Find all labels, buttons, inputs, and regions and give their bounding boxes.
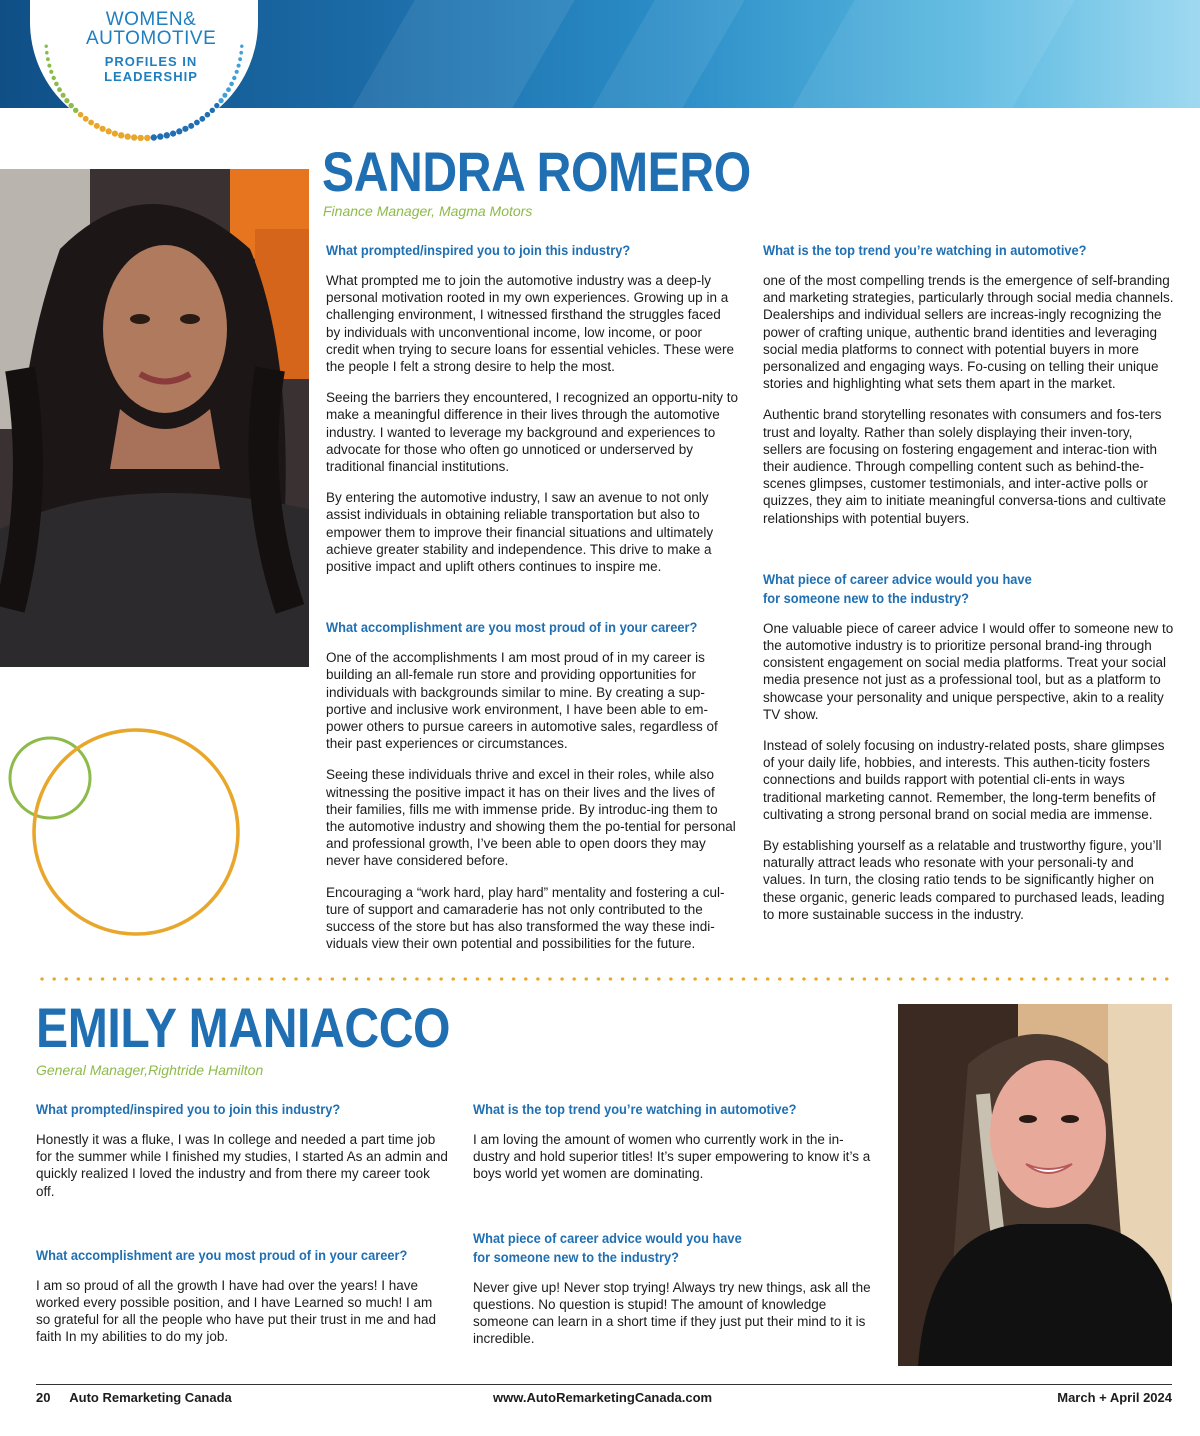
logo-dot (210, 108, 215, 113)
logo-dot (112, 131, 118, 137)
profile-name-emily: EMILY MANIACCO (36, 996, 451, 1059)
answer-paragraph: Never give up! Never stop trying! Always try new things, ask all the questions. No question is stupid! The amount of knowledge someone can learn in a short time if they just put their mind to it is incredible. (473, 1279, 871, 1347)
logo-dot (157, 133, 163, 139)
answer-paragraph: Seeing the barriers they encountered, I recognized an opportu-nity to make a meaningful difference in their lives through the automotive industry. I wanted to leverage my background and experiences to advocate for those who often go unnoticed or underserved by traditional financial institutions. (326, 390, 739, 475)
logo-dot (83, 116, 89, 122)
logo-dot (240, 45, 243, 48)
logo-dot (232, 76, 236, 80)
question-heading: What prompted/inspired you to join this industry? (36, 1102, 341, 1117)
answer-paragraph: Encouraging a “work hard, play hard” mentality and fostering a cul-ture of support and camaraderie has not only contributed to the success of the store but has also transformed the way these indi-viduals view their own potential and possibilities for the future. (326, 884, 725, 952)
logo-dot (61, 93, 66, 98)
logo-dot (45, 45, 48, 48)
answer-paragraph: Instead of solely focusing on industry-related posts, share glimpses of your daily life, hobbies, and interests. This authen-ticity fosters connections and builds rapport with potential cli-ents in ways traditional marketing cannot. Remember, the long-term benefits of cultivating a strong personal brand on social media are immense. (763, 738, 1165, 822)
logo-dot (78, 112, 84, 118)
question-heading: What is the top trend you’re watching in automotive? (763, 243, 1087, 258)
profile-role-emily: General Manager,Rightride Hamilton (36, 1062, 264, 1078)
logo-dot (237, 64, 241, 68)
logo-line-3: PROFILES IN (104, 54, 198, 69)
logo-dot (222, 93, 227, 98)
page-number: 20 (36, 1390, 51, 1405)
sandra-column-left (326, 241, 738, 953)
logo-dot (226, 87, 231, 92)
footer-rule (36, 1384, 1172, 1385)
logo-dot (54, 82, 59, 87)
question-heading: for someone new to the industry? (473, 1249, 679, 1265)
question-heading: What prompted/inspired you to join this industry? (326, 243, 631, 258)
answer-paragraph: Authentic brand storytelling resonates with consumers and fos-ters trust and loyalty. Rather than solely displaying their inven-tory, sellers are focusing on fostering engagement and interac-tion with their audience. Through compelling content such as behind-the-scenes glimpses, customer testimonials, and inter-active polls or quizzes, they aim to initiate meaningful conversa-tions and cultivate relationships with potential buyers. (763, 407, 1166, 526)
logo-dot (229, 82, 234, 87)
section-divider (36, 977, 1172, 981)
footer-left (36, 1390, 232, 1405)
logo-dot (49, 70, 53, 74)
logo-dot (57, 87, 62, 92)
decorative-rings (0, 720, 260, 980)
logo-dot (199, 116, 205, 122)
logo-dot (214, 103, 219, 108)
answer-paragraph: What prompted me to join the automotive industry was a deep-ly personal motivation rooted in my own experiences. Growing up in a challenging environment, I witnessed firsthand the struggles faced by individuals with unconventional income, low income, or poor credit when trying to secure loans for essential vehicles. These were the people I felt a strong desire to help the most. (326, 273, 734, 375)
emily-column-left (36, 1100, 448, 1346)
answer-paragraph: Honestly it was a fluke, I was In college and needed a part time job for the summer while I finished my studies, I started As an admin and quickly realized I loved the industry and from there my career took off. (36, 1132, 448, 1199)
answer-paragraph: one of the most compelling trends is the emergence of self-branding and marketing strategies, particularly through social media channels. Dealerships and individual sellers are increas-ingly recognizing the power of crafting unique, authentic brand identities and leveraging social media platforms to connect with potential buyers in more personalized and engaging ways. Fo-cusing on telling their unique stories and highlighting what sets them apart in the market. (763, 273, 1174, 392)
logo-dot (47, 64, 51, 68)
answer-paragraph: Seeing these individuals thrive and excel in their roles, while also witnessing the positive impact it has on their lives and the lives of their families, fills me with immense pride. By introduc-ing them to the automotive industry and showing them the po-tential for personal and professional growth, I’ve been able to open doors they may never have considered before. (326, 767, 736, 869)
sandra-column-right (763, 241, 1175, 923)
logo-dot (151, 134, 157, 140)
logo-dot (205, 112, 211, 118)
logo-dot (45, 51, 49, 55)
logo-dot (239, 51, 243, 55)
logo-dot (235, 70, 239, 74)
answer-paragraph: One of the accomplishments I am most proud of in my career is building an all-female run store and providing opportunities for individuals with backgrounds similar to mine. By creating a sup-portive and inclusive work environment, I have been able to em-power others to pursue careers in automotive sales, regardless of their past experiences or circumstances. (326, 650, 718, 752)
question-heading: for someone new to the industry? (763, 590, 969, 606)
logo-dot (131, 134, 137, 140)
logo-dot (182, 126, 188, 132)
question-heading: What accomplishment are you most proud of in your career? (326, 620, 698, 636)
logo-dot (46, 57, 50, 61)
logo-dot (106, 128, 112, 134)
logo-dot (118, 132, 124, 138)
question-heading: What piece of career advice would you have (473, 1230, 742, 1246)
answer-paragraph: By establishing yourself as a relatable and trustworthy figure, you’ll naturally attract leads who resonate with your personali-ty and values. In turn, the closing ratio tends to be significantly higher on these organic, generic leads compared to purchased leads, leading to more sustainable success in the industry. (763, 838, 1165, 922)
answer-paragraph: I am loving the amount of women who currently work in the in-dustry and hold superior titles! It’s super empowering to know it’s a boys world yet women are dominating. (473, 1132, 871, 1182)
logo-dot (94, 123, 100, 129)
logo-dot (138, 135, 144, 141)
logo-dot (73, 108, 78, 113)
answer-paragraph: One valuable piece of career advice I would offer to someone new to the automotive industry is to prioritize personal brand-ing through consistent engagement on social media platforms. Treat your social media presence not just as a professional tool, but as a platform to showcase your personality and unique perspective, akin to a reality TV show. (763, 620, 1174, 722)
profile-role-sandra: Finance Manager, Magma Motors (323, 203, 533, 219)
logo-dot (170, 131, 176, 137)
logo-dot (188, 123, 194, 129)
question-heading: What piece of career advice would you have (763, 571, 1032, 587)
logo-dot (69, 103, 74, 108)
logo-dot (194, 120, 200, 126)
profile-name-sandra: SANDRA ROMERO (322, 140, 751, 203)
logo-dot (88, 120, 94, 126)
logo-line-4: LEADERSHIP (104, 69, 198, 84)
logo-dot (64, 98, 69, 103)
publication-name: Auto Remarketing Canada (69, 1390, 232, 1405)
profile-photo-emily (898, 1004, 1172, 1366)
profile-photo-sandra (0, 169, 309, 667)
logo-dot (219, 98, 224, 103)
answer-paragraph: By entering the automotive industry, I saw an avenue to not only assist individuals in obtaining reliable transportation but also to empower them to improve their financial situations and ultimately achieve greater stability and independence. This drive to make a positive impact and uplift others continues to inspire me. (326, 490, 714, 575)
logo-dot (164, 132, 170, 138)
logo-dot (144, 135, 150, 141)
question-heading: What is the top trend you’re watching in automotive? (473, 1102, 797, 1117)
footer-url[interactable]: www.AutoRemarketingCanada.com (493, 1390, 713, 1405)
logo-dot (100, 126, 106, 132)
question-heading: What accomplishment are you most proud of in your career? (36, 1247, 408, 1263)
logo-dot (176, 128, 182, 134)
logo-line-2: AUTOMOTIVE (86, 28, 217, 49)
logo-dot (238, 57, 242, 61)
logo-dot (125, 133, 131, 139)
emily-column-right (473, 1100, 878, 1347)
answer-paragraph: I am so proud of all the growth I have had over the years! I have worked every possible position, and I have Learned so much! I am so grateful for all the people who have put their trust in me and had faith In my abilities to do my job. (36, 1277, 436, 1345)
footer-issue-date: March + April 2024 (1057, 1390, 1172, 1405)
logo-dot (52, 76, 56, 80)
logo (86, 10, 216, 84)
logo-line-1: WOMEN& (105, 9, 197, 30)
